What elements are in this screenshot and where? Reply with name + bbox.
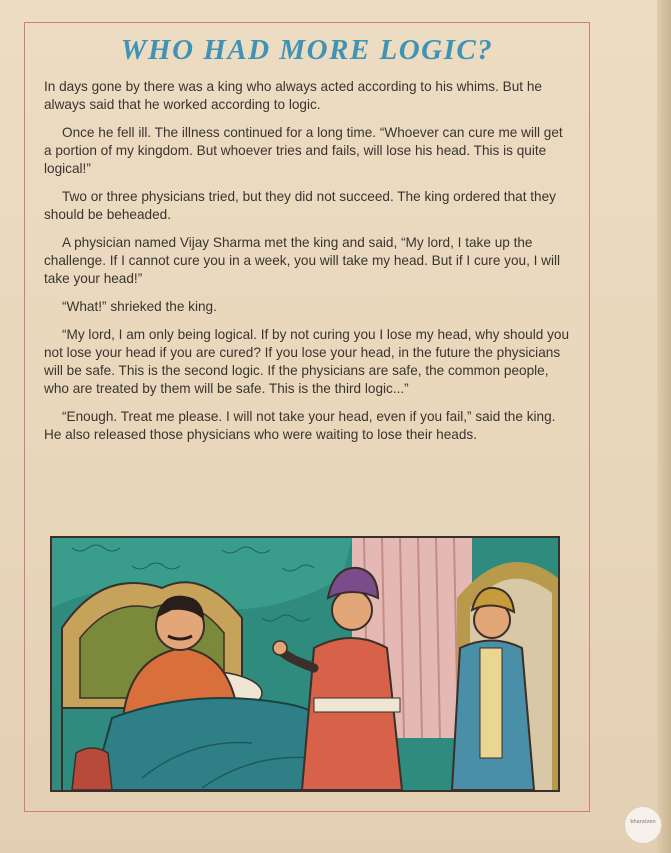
paragraph-4: A physician named Vijay Sharma met the king and said, “My lord, I take up the challenge. If I cannot cure you in a week, you will take my head. But if I cure you, I will take your head!” <box>44 235 561 286</box>
story-illustration <box>50 536 560 792</box>
vase <box>72 748 112 790</box>
paragraph-3: Two or three physicians tried, but they did not succeed. The king ordered that they should be beheaded. <box>44 189 556 222</box>
physician-sash <box>314 698 400 712</box>
paragraph-6: “My lord, I am only being logical. If by not curing you I lose my head, why should you not lose your head if you are cured? If you lose your head, in the future the physicians will be safe. This is the second logic. If the physicians are safe, the common people, who are treated by them will be safe. This is the third logic...” <box>44 327 569 396</box>
site-logo <box>624 806 662 844</box>
logo-text: bharatzen <box>630 819 656 825</box>
story-body <box>44 78 574 454</box>
physician-robe <box>302 638 402 790</box>
paragraph-5: “What!” shrieked the king. <box>62 299 217 314</box>
illustration-art <box>52 538 558 790</box>
physician-hand <box>273 641 287 655</box>
paragraph-7: “Enough. Treat me please. I will not take your head, even if you fail,” said the king. He also released those physicians who were waiting to lose their heads. <box>44 409 556 442</box>
story-title: WHO HAD MORE LOGIC? <box>120 34 494 66</box>
guard-sash <box>480 648 502 758</box>
page-edge <box>657 0 671 853</box>
paragraph-1: In days gone by there was a king who always acted according to his whims. But he always said that he worked according to logic. <box>44 79 542 112</box>
paragraph-2: Once he fell ill. The illness continued for a long time. “Whoever can cure me will get a portion of my kingdom. But whoever tries and fails, will lose his head. This is quite logical!” <box>44 125 563 176</box>
physician-head <box>332 590 372 630</box>
